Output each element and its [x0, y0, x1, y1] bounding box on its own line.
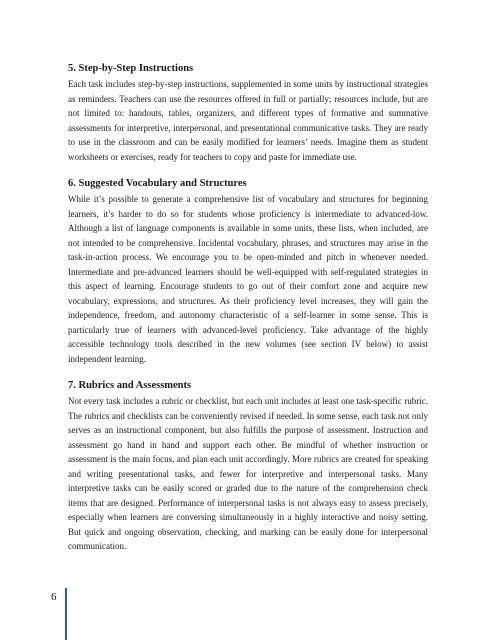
section-paragraph: Each task includes step-by-step instructions, supplemented in some units by instructional strategies as reminders. Teachers can use the resources offered in full or partially; resources include, but are not limited to: handouts, tables, organizers, and different types of formative and summative assessments for interpretive, interpersonal, and presentational communicative tasks. They are ready to use in the classroom and can be easily modified for learners’ needs. Imagine them as student worksheets or exercises, ready for teachers to copy and paste for immediate use. — [68, 79, 428, 162]
section-heading: 6. Suggested Vocabulary and Structures — [68, 178, 247, 189]
section-vocabulary — [68, 177, 428, 366]
page-margin-rule — [65, 588, 67, 640]
section-paragraph: While it’s possible to generate a comprehensive list of vocabulary and structures for beginning learners, it’s harder to do so for students whose proficiency is intermediate to advanced-low. Although a list of language components is available in some units, these lists, when included, are not intended to be comprehensive. Incidental vocabulary, phrases, and structures may arise in the task-in-action process. We encourage you to be open-minded and pitch in whenever needed. Intermediate and pre-advanced learners should be well-equipped with self-regulated strategies in this aspect of learning. Encourage students to go out of their comfort zone and acquire new vocabulary, expressions, and structures. As their proficiency level increases, they will gain the independence, freedom, and autonomy characteristic of a self-learner in some sense. This is particularly true of learners with advanced-level proficiency. Take advantage of the highly accessible technology tools described in the new volumes (see section IV below) to assist independent learning. — [68, 194, 428, 364]
page-content — [68, 62, 428, 567]
section-heading: 5. Step-by-Step Instructions — [68, 63, 194, 74]
section-rubrics — [68, 379, 428, 554]
section-heading: 7. Rubrics and Assessments — [68, 380, 192, 391]
section-step-by-step — [68, 62, 428, 164]
page-number: 6 — [51, 591, 57, 603]
section-paragraph: Not every task includes a rubric or checklist, but each unit includes at least one task-specific rubric. The rubrics and checklists can be conveniently revised if needed. In some sense, each task not only serves as an instructional component, but also fulfills the purpose of assessment. Instruction and assessment go hand in hand and support each other. Be mindful of whether instruction or assessment is the main focus, and plan each unit accordingly. More rubrics are created for speaking and writing presentational tasks, and fewer for interpretive and interpersonal tasks. Many interpretive tasks can be easily scored or graded due to the nature of the comprehension check items that are designed. Performance of interpersonal tasks is not always easy to assess precisely, especially when learners are conversing simultaneously in a highly interactive and noisy setting. But quick and ongoing observation, checking, and marking can be easily done for interpersonal communication. — [68, 396, 428, 551]
